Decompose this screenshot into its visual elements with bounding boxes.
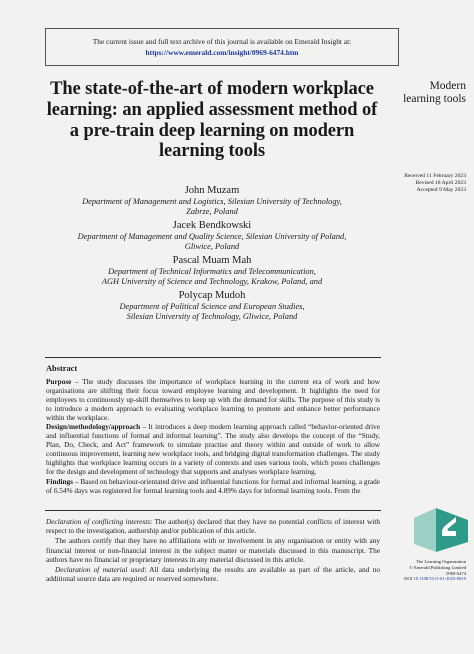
running-head (384, 80, 466, 105)
findings-text: – Based on behaviour-orientated drive and influential functions for formal and informal learning, a grade of 6.54% days was registered for formal learning tools and 4.89% days for informal learning tools. From the (46, 477, 380, 495)
doi-prefix: DOI (404, 576, 414, 582)
doi (384, 576, 466, 582)
doi-link[interactable]: 10.1108/TLO-01-2023-0019 (413, 576, 466, 582)
running-head-line-1: Modern (429, 80, 466, 92)
accepted-date: Accepted 9 May 2023 (416, 187, 466, 193)
affiliation-line: Department of Management and Quality Science, Silesian University of Poland, (77, 232, 347, 241)
author-affiliation (40, 232, 384, 252)
logo-right-facet (436, 508, 468, 552)
journal-archive-link[interactable]: https://www.emerald.com/insight/0969-6474.htm (145, 48, 299, 57)
material-label: Declaration of material used (55, 565, 145, 575)
conflict-label: Declaration of conflicting interests (46, 517, 151, 526)
author-affiliation (40, 267, 384, 287)
submission-dates (384, 173, 466, 194)
author-affiliation (40, 302, 384, 322)
issn: 0969-6474 (446, 570, 466, 576)
affiliation-line: Zabrze, Poland (186, 207, 238, 216)
abstract (46, 365, 380, 497)
article-title: The state-of-the-art of modern workplace learning: an applied assessment method of a pre-train deep learning on modern learning tools (46, 79, 378, 162)
affiliation-line: Department of Technical Informatics and Telecommunication, (108, 267, 316, 276)
journal-name: The Learning Organization (416, 559, 466, 564)
purpose-text: – The study discusses the importance of workplace learning in the current era of work and how organisations are shifting their focus toward employee learning and development. It highlights the need for employees to continuously up-skill themselves to keep up with the demand for skills. The purpose of this study is to introduce a modern approach to evaluating workplace learning to promote and enhance better performance within the workplace. (46, 377, 380, 422)
material-declaration (46, 565, 380, 583)
abstract-purpose (46, 378, 380, 423)
design-text: – It introduces a deep modern learning approach called “behavior-oriented drive and influential functions of formal and informal learning”. The study also develops the concept of the “Study, Plan, Do, Check, and Act” framework to simulate practise and theory within and outside of work to allow continuous improvement, learning new workplace tools, and bridging digital transformation challenges. The study highlights that workplace learning occurs in a variety of contexts and uses various tools, which poses challenges for the design and development of technology that supports and analyses workplace learning. (46, 423, 380, 476)
revised-date: Revised 18 April 2023 (415, 180, 466, 186)
conflict-declaration (46, 517, 380, 535)
material-text: : All data underlying the results are available as part of the article, and no additional source data are required or reserved somewhere. (46, 565, 380, 584)
declarations (46, 517, 380, 584)
author-block (40, 290, 384, 322)
abstract-bottom-rule (45, 510, 381, 511)
publisher-info (384, 559, 466, 582)
notice-text: The current issue and full text archive of this journal is available on Emerald Insight at: (92, 37, 352, 46)
copyright: © Emerald Publishing Limited (409, 564, 466, 570)
author-name: John Muzam (184, 185, 240, 196)
author-name: Pascal Muam Mah (172, 255, 252, 266)
affiliation-declaration: The authors certify that they have no affiliations with or involvement in any organisation or entity with any financial interest or non-financial interest in the subject matter or materials discussed in this manuscript. The authors have no financial or proprietary interests in any material discussed in this article. (46, 536, 380, 564)
affiliation-line: Silesian University of Technology, Gliwice, Poland (126, 312, 298, 321)
affiliation-line: Gliwice, Poland (184, 242, 240, 251)
author-list (40, 185, 384, 325)
findings-label: Findings (46, 477, 73, 486)
author-block (40, 255, 384, 287)
author-affiliation (40, 197, 384, 217)
author-block (40, 220, 384, 252)
running-head-line-2: learning tools (403, 92, 466, 105)
design-label: Design/methodology/approach (46, 423, 141, 432)
purpose-label: Purpose (46, 377, 72, 386)
affiliation-line: AGH University of Science and Technology, Krakow, Poland, and (101, 277, 323, 286)
affiliation-line: Department of Management and Logistics, Silesian University of Technology, (82, 197, 342, 206)
author-name: Jacek Bendkowski (172, 220, 252, 231)
journal-notice-box (45, 28, 399, 66)
logo-left-facet (414, 508, 436, 552)
abstract-top-rule (45, 357, 381, 358)
abstract-findings (46, 478, 380, 496)
abstract-design (46, 423, 380, 476)
received-date: Received 11 February 2023 (404, 173, 466, 179)
author-block (40, 185, 384, 217)
author-name: Polycap Mudoh (178, 290, 246, 301)
abstract-heading: Abstract (46, 364, 78, 373)
emerald-logo-icon (412, 506, 470, 556)
conflict-text: : The author(s) declared that they have no potential conflicts of interest with respect to the investigation, authorship and/or publication of this article. (46, 517, 380, 536)
affiliation-line: Department of Political Science and European Studies, (119, 302, 305, 311)
